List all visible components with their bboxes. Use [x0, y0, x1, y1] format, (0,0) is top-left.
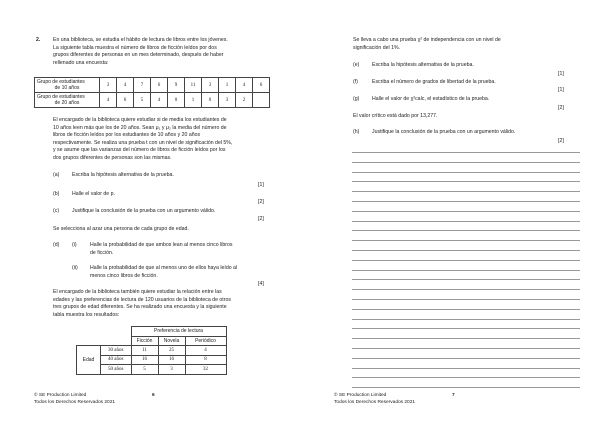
answer-line — [352, 309, 580, 310]
answer-line — [352, 377, 580, 378]
footer-rights: Todos los Derechos Reservados 2021 — [334, 399, 416, 405]
table2-cell: 3 — [158, 365, 185, 375]
part-a-text: Escriba la hipótesis alternativa de la prueba. — [72, 172, 174, 178]
answer-line — [352, 348, 580, 349]
table2-row-label: 30 años — [101, 346, 132, 356]
table1-row-label — [35, 93, 100, 108]
table2-cell: 16 — [131, 355, 158, 365]
table2-cell: 8 — [185, 355, 226, 365]
part-h-text: Justifique la conclusión de la prueba con un argumento válido. — [372, 129, 516, 135]
para3-line-4: tabla muestra los resultados: — [53, 311, 120, 318]
part-e-text: Escriba la hipótesis alternativa de la prueba. — [372, 62, 474, 68]
table1-cell: 7 — [134, 78, 151, 93]
table1-cell: 3 — [202, 78, 219, 93]
part-d-marks: [4] — [258, 281, 264, 287]
answer-line — [352, 162, 580, 163]
critical-value-line: El valor crítico está dado por 13,277. — [353, 113, 438, 119]
table1-cell: 6 — [117, 93, 134, 108]
part-d-i-line-2: de ficción. — [90, 249, 114, 256]
part-f-label: (f) — [353, 79, 358, 85]
part-d-ii-label: (ii) — [72, 265, 78, 271]
answer-line — [352, 270, 580, 271]
part-h-marks: [2] — [558, 138, 564, 144]
table2-col-ficcion: Ficción — [131, 336, 158, 346]
part-f-marks: [1] — [558, 87, 564, 93]
table2-cell: 16 — [158, 355, 185, 365]
question-number: 2. — [36, 37, 41, 43]
table2-header: Preferencia de lectura — [131, 327, 226, 337]
page-number: 6 — [152, 393, 155, 398]
intro-line-4: rellenado una encuesta: — [53, 59, 109, 66]
part-a-label: (a) — [53, 172, 60, 178]
para2-line-5: y se asume que las varianzas del número de libros de ficción leídos por los — [53, 147, 226, 153]
answer-line — [352, 358, 580, 359]
answer-line — [352, 181, 580, 182]
answer-line — [352, 299, 580, 300]
table2-cell: 11 — [131, 346, 158, 356]
footer-copyright: © SE Production Limited — [334, 393, 387, 398]
part-d-ii-line-2: menos cinco libros de ficción. — [90, 272, 158, 279]
answer-line — [352, 240, 580, 241]
table2-col-novela: Novela — [158, 336, 185, 346]
chi-intro-line-2: significación del 1%. — [353, 44, 401, 51]
table1-cell: 0 — [168, 93, 185, 108]
intro-line-2: La siguiente tabla muestra el número de libros de ficción leídos por dos — [53, 44, 217, 51]
part-d-label: (d) — [53, 242, 60, 248]
table1-cell: 9 — [168, 78, 185, 93]
reading-preference-table — [76, 326, 227, 375]
part-c-marks: [2] — [258, 216, 264, 222]
table1-row — [35, 93, 270, 108]
table1-cell: 1 — [219, 78, 236, 93]
answer-line — [352, 387, 580, 388]
answer-line — [352, 152, 580, 153]
answer-line — [352, 260, 580, 261]
table1-cell: 4 — [151, 93, 168, 108]
answer-line — [352, 230, 580, 231]
part-g-marks: [2] — [558, 105, 564, 111]
para2-line-1: El encargado de la biblioteca quiere estudiar si de media los estudiantes de — [53, 117, 227, 123]
table1-cell: 3 — [219, 93, 236, 108]
table2-cell: 32 — [185, 365, 226, 375]
part-a-marks: [1] — [258, 182, 264, 188]
table1-cell: 6 — [151, 78, 168, 93]
table1-row-label-line: de 20 años — [54, 100, 80, 106]
para3-line-2: edades y las preferencias de lectura de 120 usuarios de la biblioteca de otros — [53, 296, 231, 303]
page-number: 7 — [452, 393, 455, 398]
table2-col-periodico: Periódico — [185, 336, 226, 346]
table1-cell: 6 — [253, 78, 270, 93]
table1-row-label-line: Grupo de estudiantes — [37, 79, 85, 85]
part-b-marks: [2] — [258, 199, 264, 205]
table1-cell: 11 — [185, 78, 202, 93]
part-c-text: Justifique la conclusión de la prueba con un argumento válido. — [72, 208, 216, 214]
part-f-text: Escriba el número de grados de libertad de la prueba. — [372, 79, 496, 85]
part-d-ii-line-1: Halle la probabilidad de que al menos uno de ellos haya leído al — [90, 265, 238, 271]
answer-line — [352, 368, 580, 369]
part-d-i-line-1: Halle la probabilidad de que ambos lean al menos cinco libros — [90, 242, 233, 248]
para2-line-4: respectivamente. Se realiza una prueba t con un nivel de significación del 5%, — [53, 139, 233, 146]
intro-line-3: grupos diferentes de personas en un mes determinado, después de haber — [53, 52, 224, 58]
part-g-label: (g) — [353, 96, 360, 102]
chi-intro-line-1: Se lleva a cabo una prueba χ² de independencia con un nivel de — [353, 37, 501, 43]
para3-line-1: El encargado de la biblioteca también quiere estudiar la relación entre las — [53, 289, 222, 295]
table2-row-group: Edad — [77, 346, 101, 375]
table1-cell: 4 — [100, 93, 117, 108]
part-c-label: (c) — [53, 208, 60, 214]
right-page — [300, 0, 600, 424]
part-b-text: Halle el valor de p. — [72, 191, 115, 197]
table1-row-label-line: Grupo de estudiantes — [37, 94, 85, 100]
answer-line — [352, 279, 580, 280]
table1-cell: 2 — [236, 93, 253, 108]
intro-line-1: En una biblioteca, se estudia el hábito de lectura de libros entre los jóvenes. — [53, 37, 228, 43]
table2-cell: 25 — [158, 346, 185, 356]
answer-line — [352, 221, 580, 222]
part-e-label: (e) — [353, 62, 360, 68]
part-b-label: (b) — [53, 191, 60, 197]
table2-cell: 5 — [131, 365, 158, 375]
table2-row-label: 50 años — [101, 365, 132, 375]
table1-row-label-line: de 10 años — [54, 85, 80, 91]
para2-line-6: dos grupos diferentes de personas son las mismas. — [53, 154, 172, 161]
answer-line — [352, 319, 580, 320]
answer-line — [352, 191, 580, 192]
footer-rights: Todos los Derechos Reservados 2021 — [34, 399, 116, 405]
table1-row — [35, 78, 270, 93]
part-g-text: Halle el valor de χ²calc, el estadístico de la prueba. — [372, 96, 490, 102]
table1-cell — [253, 93, 270, 108]
table1-cell: 3 — [100, 78, 117, 93]
table1-cell: 1 — [185, 93, 202, 108]
answer-line — [352, 201, 580, 202]
para2-line-2: 10 años leen más que los de 20 años. Sean μ₁ y μ₂ la media del número de — [53, 124, 227, 131]
table1-cell: 4 — [117, 78, 134, 93]
table2-cell: 4 — [185, 346, 226, 356]
table1-cell: 4 — [236, 78, 253, 93]
part-e-marks: [1] — [558, 71, 564, 77]
part-h-label: (h) — [353, 129, 360, 135]
table1-cell: 0 — [202, 93, 219, 108]
para3-line-3: tres grupos de edad diferentes. Se ha realizado una encuesta y la siguiente — [53, 304, 227, 310]
books-table — [34, 77, 270, 108]
footer-copyright: © SE Production Limited — [34, 393, 87, 398]
answer-line — [352, 338, 580, 339]
answer-line — [352, 250, 580, 251]
table1-cell: 5 — [134, 93, 151, 108]
para2-line-3: libros de ficción leídos por los estudiantes de 10 años y 20 años — [53, 132, 201, 138]
select-line: Se selecciona al azar una persona de cada grupo de edad. — [53, 226, 189, 232]
answer-line — [352, 172, 580, 173]
answer-line — [352, 289, 580, 290]
table1-row-label — [35, 78, 100, 93]
table2-row-label: 40 años — [101, 355, 132, 365]
part-d-i-label: (i) — [72, 242, 77, 248]
answer-line — [352, 328, 580, 329]
answer-line — [352, 211, 580, 212]
